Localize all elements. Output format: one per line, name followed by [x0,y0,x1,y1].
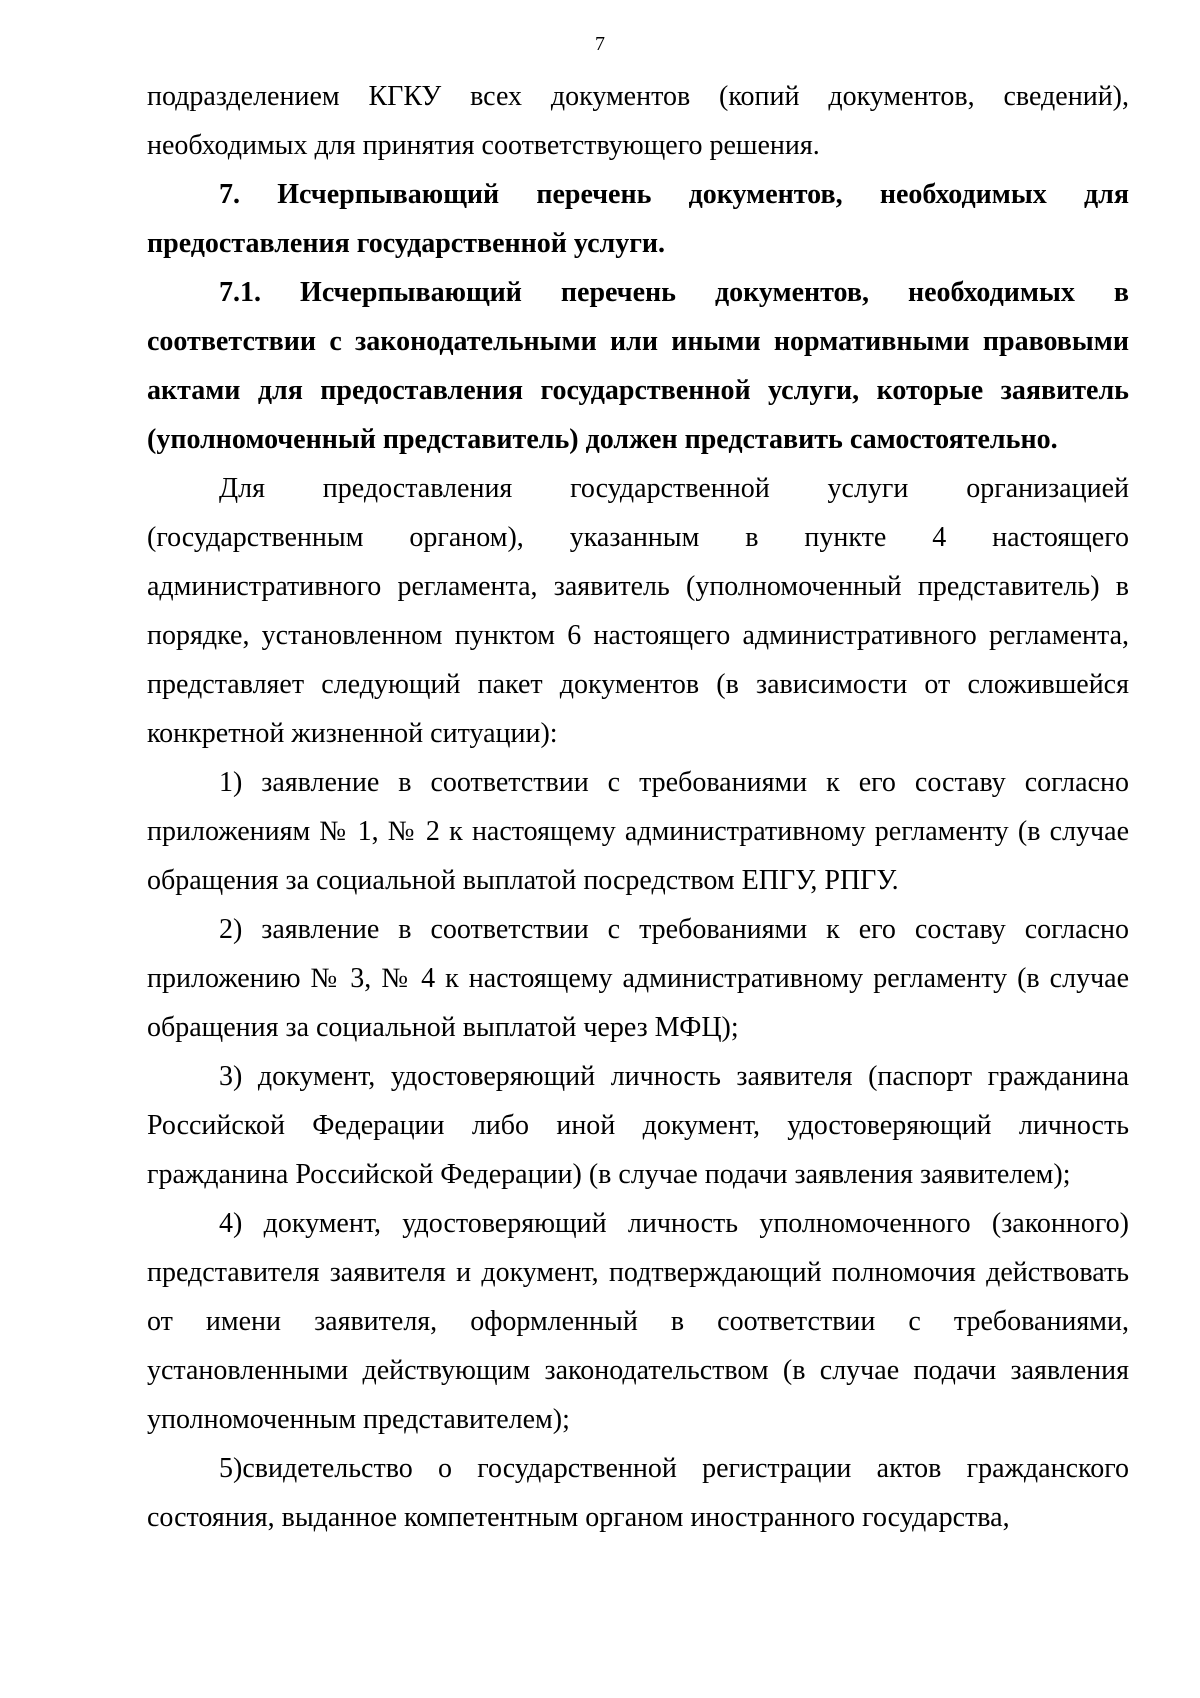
list-item-5: 5)свидетельство о государственной регистрации актов гражданского состояния, выданное компетентным органом иностранного государства, [147,1453,1129,1533]
section-heading-7-1: 7.1. Исчерпывающий перечень документов, необходимых в соответствии с законодательными или иными нормативными правовыми актами для предоставления государственной услуги, которые заявитель (уполномоченный представитель) должен представить самостоятельно. [147,277,1129,455]
list-item-4: 4) документ, удостоверяющий личность уполномоченного (законного) представителя заявителя и документ, подтверждающий полномочия действовать от имени заявителя, оформленный в соответствии с требованиями, установленными действующим законодательством (в случае подачи заявления уполномоченным представителем); [147,1208,1129,1435]
list-item-3: 3) документ, удостоверяющий личность заявителя (паспорт гражданина Российской Федерации либо иной документ, удостоверяющий личность гражданина Российской Федерации) (в случае подачи заявления заявителем); [147,1061,1129,1190]
list-item-1: 1) заявление в соответствии с требованиями к его составу согласно приложениям № 1, № 2 к настоящему административному регламенту (в случае обращения за социальной выплатой посредством ЕПГУ, РПГУ. [147,767,1129,896]
document-body [147,72,1129,1542]
paragraph-intro: Для предоставления государственной услуги организацией (государственным органом), указанным в пункте 4 настоящего административного регламента, заявитель (уполномоченный представитель) в порядке, установленном пунктом 6 настоящего административного регламента, представляет следующий пакет документов (в зависимости от сложившейся конкретной жизненной ситуации): [147,473,1129,749]
page-number: 7 [595,33,605,55]
section-heading-7: 7. Исчерпывающий перечень документов, необходимых для предоставления государственной услуги. [147,179,1129,259]
paragraph-continuation: подразделением КГКУ всех документов (копий документов, сведений), необходимых для принятия соответствующего решения. [147,81,1129,161]
list-item-2: 2) заявление в соответствии с требованиями к его составу согласно приложению № 3, № 4 к настоящему административному регламенту (в случае обращения за социальной выплатой через МФЦ); [147,914,1129,1043]
